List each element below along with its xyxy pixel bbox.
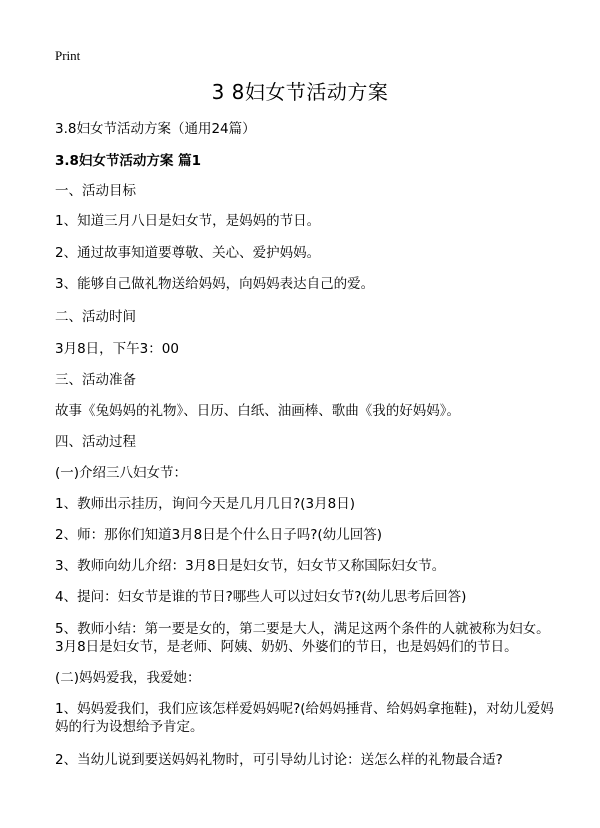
paragraph: 1、知道三月八日是妇女节，是妈妈的节日。	[55, 213, 321, 229]
paragraph: 故事《兔妈妈的礼物》、日历、白纸、油画棒、歌曲《我的好妈妈》。	[55, 403, 460, 419]
document-title: 3 8妇女节活动方案	[211, 80, 389, 104]
print-label: Print	[55, 48, 81, 63]
heading-process: 四、活动过程	[55, 434, 136, 450]
section-title: 3.8妇女节活动方案 篇1	[55, 153, 202, 169]
document-subtitle: 3.8妇女节活动方案（通用24篇）	[55, 121, 256, 137]
paragraph: 2、当幼儿说到要送妈妈礼物时，可引导幼儿讨论：送怎么样的礼物最合适?	[55, 752, 503, 768]
subheading: (二)妈妈爱我，我爱她：	[55, 670, 201, 686]
paragraph: 2、通过故事知道要尊敬、关心、爱护妈妈。	[55, 245, 321, 261]
heading-preparation: 三、活动准备	[55, 372, 136, 388]
paragraph: 3、能够自己做礼物送给妈妈，向妈妈表达自己的爱。	[55, 276, 375, 292]
paragraph: 4、提问：妇女节是谁的节日?哪些人可以过妇女节?(幼儿思考后回答)	[55, 589, 467, 605]
paragraph: 1、妈妈爱我们，我们应该怎样爱妈妈呢?(给妈妈捶背、给妈妈拿拖鞋)，对幼儿爱妈妈的行为设想给予肯定。	[55, 701, 554, 735]
subheading: (一)介绍三八妇女节：	[55, 465, 188, 481]
heading-goals: 一、活动目标	[55, 183, 136, 199]
paragraph: 3月8日，下午3：00	[55, 341, 179, 357]
paragraph: 2、师：那你们知道3月8日是个什么日子吗?(幼儿回答)	[55, 527, 382, 543]
heading-time: 二、活动时间	[55, 309, 136, 325]
paragraph: 5、教师小结：第一要是女的，第二要是大人，满足这两个条件的人就被称为妇女。3月8日是妇女节，是老师、阿姨、奶奶、外婆们的节日，也是妈妈们的节日。	[55, 621, 550, 655]
paragraph: 3、教师向幼儿介绍：3月8日是妇女节，妇女节又称国际妇女节。	[55, 558, 446, 574]
paragraph: 1、教师出示挂历，询问今天是几月几日?(3月8日)	[55, 496, 355, 512]
